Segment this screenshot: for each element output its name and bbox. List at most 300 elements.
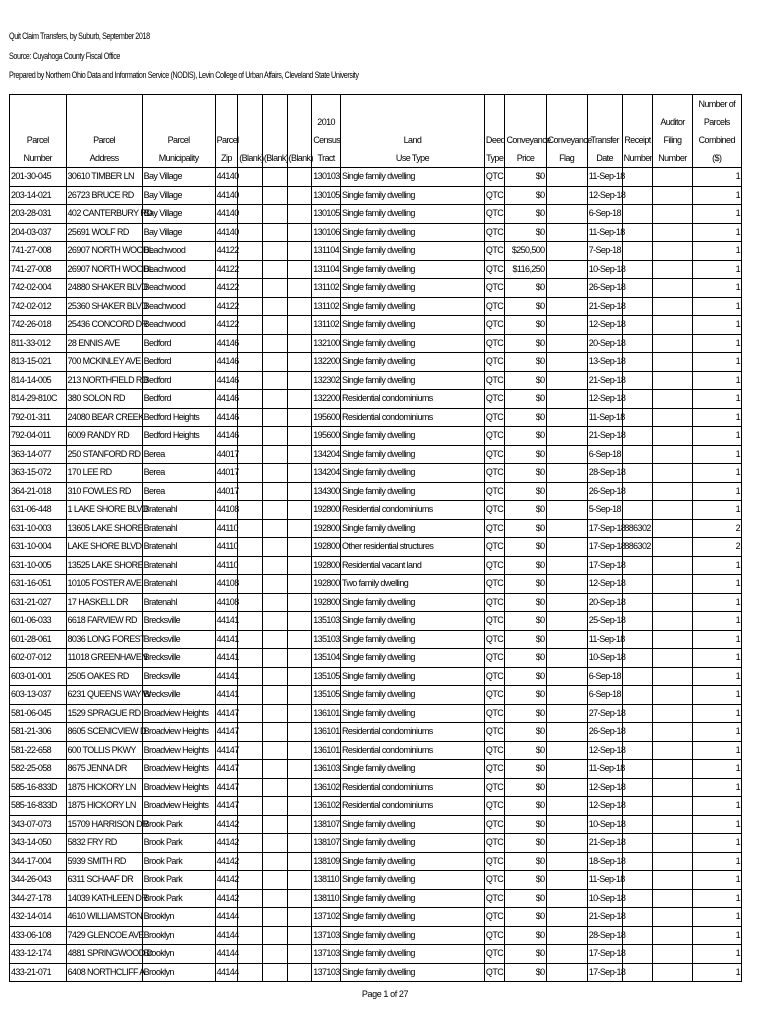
cell-land-use-type: Single family dwelling (341, 963, 485, 982)
cell-conveyance-flag (546, 445, 587, 464)
col-header-conveyance-price: Conveyance Price (505, 95, 546, 168)
cell-conveyance-price: $0 (505, 223, 546, 242)
cell-land-use-type: Residential condominiums (341, 723, 485, 742)
cell-deed-type: QTC (484, 889, 505, 908)
cell-deed-type: QTC (484, 168, 505, 187)
table-row (10, 260, 742, 279)
cell-blank-1 (238, 186, 263, 205)
cell-land-use-type: Residential condominiums (341, 778, 485, 797)
cell-blank-3 (287, 205, 312, 224)
cell-parcel-address: 6408 NORTHCLIFF A (66, 963, 142, 982)
cell-land-use-type: Single family dwelling (341, 427, 485, 446)
cell-parcel-address: 10105 FOSTER AVE (66, 575, 142, 594)
cell-blank-2 (262, 649, 287, 668)
cell-parcel-municipality: Brecksville (142, 630, 215, 649)
cell-auditor-filing-number (653, 815, 692, 834)
cell-parcel-zip: 44141 (215, 667, 238, 686)
cell-conveyance-flag (546, 963, 587, 982)
cell-parcel-address: 8605 SCENICVIEW D (66, 723, 142, 742)
cell-transfer-date: 12-Sep-18 (587, 316, 622, 335)
cell-land-use-type: Single family dwelling (341, 371, 485, 390)
cell-parcel-municipality: Bedford (142, 371, 215, 390)
cell-land-use-type: Single family dwelling (341, 593, 485, 612)
col-header-parcels-combined: Number of Parcels Combined ($) (692, 95, 741, 168)
cell-receipt-number (622, 852, 653, 871)
cell-census-tract: 130105 (312, 186, 341, 205)
cell-conveyance-flag (546, 501, 587, 520)
cell-parcel-address: 13605 LAKE SHORE (66, 519, 142, 538)
cell-census-tract: 130105 (312, 205, 341, 224)
cell-parcel-municipality: Broadview Heights (142, 704, 215, 723)
cell-blank-3 (287, 704, 312, 723)
cell-parcel-address: 28 ENNIS AVE (66, 334, 142, 353)
cell-parcel-municipality: Broadview Heights (142, 741, 215, 760)
cell-parcel-number: 201-30-045 (10, 168, 67, 187)
cell-blank-3 (287, 760, 312, 779)
cell-parcel-number: 585-16-833D (10, 778, 67, 797)
cell-blank-2 (262, 223, 287, 242)
cell-parcels-combined: 1 (692, 797, 741, 816)
cell-transfer-date: 21-Sep-18 (587, 908, 622, 927)
table-row (10, 612, 742, 631)
cell-deed-type: QTC (484, 371, 505, 390)
cell-parcel-municipality: Brook Park (142, 889, 215, 908)
cell-transfer-date: 17-Sep-18 (587, 963, 622, 982)
cell-blank-3 (287, 186, 312, 205)
cell-blank-2 (262, 279, 287, 298)
table-row (10, 815, 742, 834)
cell-parcels-combined: 1 (692, 334, 741, 353)
table-row (10, 279, 742, 298)
cell-auditor-filing-number (653, 741, 692, 760)
cell-deed-type: QTC (484, 575, 505, 594)
cell-blank-2 (262, 908, 287, 927)
cell-auditor-filing-number (653, 168, 692, 187)
cell-blank-3 (287, 297, 312, 316)
cell-parcel-address: 13525 LAKE SHORE (66, 556, 142, 575)
cell-land-use-type: Single family dwelling (341, 852, 485, 871)
cell-conveyance-flag (546, 593, 587, 612)
cell-auditor-filing-number (653, 760, 692, 779)
cell-conveyance-price: $0 (505, 371, 546, 390)
cell-conveyance-price: $0 (505, 945, 546, 964)
cell-auditor-filing-number (653, 538, 692, 557)
cell-parcel-number: 602-07-012 (10, 649, 67, 668)
cell-blank-3 (287, 371, 312, 390)
cell-parcel-municipality: Brook Park (142, 871, 215, 890)
cell-parcel-number: 813-15-021 (10, 353, 67, 372)
cell-blank-3 (287, 242, 312, 261)
cell-blank-2 (262, 926, 287, 945)
cell-transfer-date: 18-Sep-18 (587, 852, 622, 871)
cell-conveyance-price: $0 (505, 279, 546, 298)
cell-blank-3 (287, 649, 312, 668)
cell-parcel-number: 742-02-012 (10, 297, 67, 316)
cell-transfer-date: 21-Sep-18 (587, 297, 622, 316)
cell-receipt-number (622, 593, 653, 612)
cell-parcel-zip: 44017 (215, 464, 238, 483)
cell-blank-2 (262, 482, 287, 501)
cell-blank-3 (287, 593, 312, 612)
cell-transfer-date: 5-Sep-18 (587, 501, 622, 520)
cell-parcel-number: 582-25-058 (10, 760, 67, 779)
cell-deed-type: QTC (484, 334, 505, 353)
cell-parcel-address: 2505 OAKES RD (66, 667, 142, 686)
table-body (10, 168, 742, 982)
cell-land-use-type: Residential vacant land (341, 556, 485, 575)
cell-blank-3 (287, 168, 312, 187)
cell-parcels-combined: 1 (692, 464, 741, 483)
cell-parcel-municipality: Bratenahl (142, 519, 215, 538)
cell-parcel-zip: 44017 (215, 445, 238, 464)
cell-land-use-type: Single family dwelling (341, 168, 485, 187)
cell-conveyance-flag (546, 889, 587, 908)
cell-auditor-filing-number (653, 963, 692, 982)
cell-parcel-address: 30610 TIMBER LN (66, 168, 142, 187)
cell-parcel-address: 700 MCKINLEY AVE (66, 353, 142, 372)
cell-transfer-date: 21-Sep-18 (587, 427, 622, 446)
cell-blank-2 (262, 445, 287, 464)
cell-transfer-date: 11-Sep-18 (587, 223, 622, 242)
col-header-census-tract: 2010 Census Tract (312, 95, 341, 168)
cell-blank-2 (262, 371, 287, 390)
cell-parcel-address: 4610 WILLIAMSTON (66, 908, 142, 927)
table-row (10, 704, 742, 723)
cell-receipt-number (622, 630, 653, 649)
cell-conveyance-flag (546, 279, 587, 298)
cell-transfer-date: 12-Sep-18 (587, 186, 622, 205)
table-row (10, 371, 742, 390)
cell-deed-type: QTC (484, 723, 505, 742)
cell-blank-2 (262, 242, 287, 261)
cell-parcel-zip: 44122 (215, 279, 238, 298)
cell-deed-type: QTC (484, 279, 505, 298)
cell-deed-type: QTC (484, 963, 505, 982)
cell-conveyance-flag (546, 390, 587, 409)
cell-parcels-combined: 1 (692, 945, 741, 964)
cell-blank-2 (262, 963, 287, 982)
cell-blank-3 (287, 482, 312, 501)
cell-auditor-filing-number (653, 556, 692, 575)
cell-blank-2 (262, 760, 287, 779)
cell-conveyance-price: $0 (505, 593, 546, 612)
cell-parcel-municipality: Beachwood (142, 316, 215, 335)
cell-parcel-address: 310 FOWLES RD (66, 482, 142, 501)
cell-transfer-date: 12-Sep-18 (587, 778, 622, 797)
cell-census-tract: 137103 (312, 945, 341, 964)
table-row (10, 482, 742, 501)
cell-blank-3 (287, 445, 312, 464)
cell-conveyance-flag (546, 649, 587, 668)
cell-receipt-number (622, 464, 653, 483)
cell-parcels-combined: 1 (692, 963, 741, 982)
cell-conveyance-flag (546, 519, 587, 538)
cell-land-use-type: Single family dwelling (341, 334, 485, 353)
cell-blank-1 (238, 168, 263, 187)
cell-blank-1 (238, 297, 263, 316)
cell-parcel-municipality: Brecksville (142, 686, 215, 705)
cell-parcels-combined: 1 (692, 778, 741, 797)
table-row (10, 667, 742, 686)
cell-census-tract: 138109 (312, 852, 341, 871)
cell-conveyance-price: $0 (505, 926, 546, 945)
cell-parcel-municipality: Broadview Heights (142, 760, 215, 779)
cell-parcel-zip: 44140 (215, 205, 238, 224)
cell-parcel-municipality: Bay Village (142, 186, 215, 205)
table-row (10, 242, 742, 261)
cell-transfer-date: 12-Sep-18 (587, 575, 622, 594)
cell-conveyance-flag (546, 538, 587, 557)
cell-transfer-date: 21-Sep-18 (587, 834, 622, 853)
cell-parcels-combined: 1 (692, 427, 741, 446)
cell-conveyance-flag (546, 945, 587, 964)
cell-auditor-filing-number (653, 945, 692, 964)
cell-parcel-municipality: Brooklyn (142, 945, 215, 964)
cell-census-tract: 138107 (312, 815, 341, 834)
cell-blank-2 (262, 205, 287, 224)
cell-parcels-combined: 1 (692, 168, 741, 187)
cell-transfer-date: 11-Sep-18 (587, 630, 622, 649)
cell-parcel-zip: 44141 (215, 649, 238, 668)
cell-receipt-number (622, 427, 653, 446)
table-row (10, 649, 742, 668)
cell-parcel-number: 581-21-306 (10, 723, 67, 742)
cell-deed-type: QTC (484, 908, 505, 927)
cell-receipt-number (622, 760, 653, 779)
cell-transfer-date: 26-Sep-18 (587, 723, 622, 742)
cell-parcel-address: LAKE SHORE BLVD (66, 538, 142, 557)
cell-auditor-filing-number (653, 316, 692, 335)
cell-receipt-number (622, 556, 653, 575)
cell-auditor-filing-number (653, 649, 692, 668)
cell-parcel-zip: 44141 (215, 686, 238, 705)
cell-conveyance-flag (546, 316, 587, 335)
cell-receipt-number (622, 945, 653, 964)
cell-deed-type: QTC (484, 186, 505, 205)
cell-blank-1 (238, 464, 263, 483)
cell-parcel-address: 24880 SHAKER BLVD (66, 279, 142, 298)
cell-receipt-number (622, 908, 653, 927)
cell-blank-3 (287, 501, 312, 520)
cell-conveyance-price: $0 (505, 316, 546, 335)
cell-conveyance-flag (546, 464, 587, 483)
cell-deed-type: QTC (484, 778, 505, 797)
cell-parcel-municipality: Bay Village (142, 223, 215, 242)
cell-parcels-combined: 1 (692, 630, 741, 649)
cell-transfer-date: 10-Sep-18 (587, 649, 622, 668)
cell-transfer-date: 11-Sep-18 (587, 871, 622, 890)
cell-receipt-number (622, 482, 653, 501)
cell-blank-2 (262, 704, 287, 723)
cell-conveyance-price: $0 (505, 908, 546, 927)
table-row (10, 519, 742, 538)
cell-conveyance-price: $0 (505, 889, 546, 908)
cell-blank-1 (238, 501, 263, 520)
cell-blank-2 (262, 408, 287, 427)
table-row (10, 926, 742, 945)
cell-parcel-number: 585-16-833D (10, 797, 67, 816)
cell-parcel-municipality: Beachwood (142, 260, 215, 279)
cell-parcel-address: 15709 HARRISON DR (66, 815, 142, 834)
cell-blank-1 (238, 556, 263, 575)
cell-parcel-address: 26723 BRUCE RD (66, 186, 142, 205)
cell-blank-3 (287, 871, 312, 890)
cell-parcel-municipality: Bedford (142, 390, 215, 409)
cell-blank-3 (287, 815, 312, 834)
cell-parcel-zip: 44147 (215, 704, 238, 723)
cell-census-tract: 137103 (312, 926, 341, 945)
cell-blank-3 (287, 630, 312, 649)
cell-parcel-number: 433-21-071 (10, 963, 67, 982)
cell-deed-type: QTC (484, 408, 505, 427)
cell-parcels-combined: 1 (692, 242, 741, 261)
cell-parcel-municipality: Beachwood (142, 279, 215, 298)
cell-receipt-number (622, 963, 653, 982)
cell-conveyance-flag (546, 353, 587, 372)
cell-parcel-number: 631-10-005 (10, 556, 67, 575)
cell-parcel-municipality: Berea (142, 445, 215, 464)
cell-conveyance-flag (546, 371, 587, 390)
table-row (10, 445, 742, 464)
cell-blank-2 (262, 686, 287, 705)
col-header-receipt-number: Receipt Number (622, 95, 653, 168)
cell-parcels-combined: 1 (692, 390, 741, 409)
col-header-parcel-number: Parcel Number (10, 95, 67, 168)
cell-auditor-filing-number (653, 852, 692, 871)
cell-deed-type: QTC (484, 852, 505, 871)
cell-deed-type: QTC (484, 464, 505, 483)
cell-census-tract: 134300 (312, 482, 341, 501)
cell-parcel-zip: 44108 (215, 575, 238, 594)
cell-auditor-filing-number (653, 279, 692, 298)
cell-auditor-filing-number (653, 186, 692, 205)
cell-deed-type: QTC (484, 501, 505, 520)
cell-parcel-zip: 44140 (215, 186, 238, 205)
cell-land-use-type: Single family dwelling (341, 889, 485, 908)
cell-blank-2 (262, 427, 287, 446)
cell-transfer-date: 25-Sep-18 (587, 612, 622, 631)
cell-parcels-combined: 1 (692, 760, 741, 779)
cell-parcel-municipality: Bedford Heights (142, 408, 215, 427)
cell-auditor-filing-number (653, 408, 692, 427)
cell-deed-type: QTC (484, 741, 505, 760)
cell-parcels-combined: 1 (692, 408, 741, 427)
cell-parcels-combined: 1 (692, 704, 741, 723)
cell-auditor-filing-number (653, 612, 692, 631)
cell-auditor-filing-number (653, 797, 692, 816)
col-header-blank-2: (Blank) (262, 95, 287, 168)
cell-blank-3 (287, 260, 312, 279)
cell-transfer-date: 10-Sep-18 (587, 889, 622, 908)
cell-parcel-zip: 44142 (215, 871, 238, 890)
cell-blank-1 (238, 871, 263, 890)
cell-conveyance-flag (546, 723, 587, 742)
cell-parcel-zip: 44147 (215, 797, 238, 816)
table-row (10, 186, 742, 205)
cell-receipt-number (622, 316, 653, 335)
cell-parcel-zip: 44122 (215, 297, 238, 316)
cell-parcel-address: 380 SOLON RD (66, 390, 142, 409)
cell-deed-type: QTC (484, 482, 505, 501)
cell-receipt-number (622, 279, 653, 298)
cell-parcels-combined: 1 (692, 723, 741, 742)
cell-land-use-type: Single family dwelling (341, 908, 485, 927)
cell-parcel-zip: 44146 (215, 427, 238, 446)
cell-parcel-number: 344-17-004 (10, 852, 67, 871)
cell-auditor-filing-number (653, 260, 692, 279)
cell-parcel-number: 364-21-018 (10, 482, 67, 501)
cell-receipt-number (622, 186, 653, 205)
cell-parcels-combined: 1 (692, 445, 741, 464)
cell-transfer-date: 26-Sep-18 (587, 482, 622, 501)
table-row (10, 390, 742, 409)
table-row (10, 205, 742, 224)
cell-blank-3 (287, 538, 312, 557)
cell-blank-1 (238, 741, 263, 760)
cell-blank-2 (262, 741, 287, 760)
cell-auditor-filing-number (653, 297, 692, 316)
cell-blank-3 (287, 834, 312, 853)
cell-conveyance-price: $0 (505, 963, 546, 982)
cell-parcel-zip: 44144 (215, 945, 238, 964)
cell-blank-1 (238, 427, 263, 446)
cell-auditor-filing-number (653, 667, 692, 686)
cell-conveyance-price: $0 (505, 482, 546, 501)
cell-blank-1 (238, 686, 263, 705)
cell-census-tract: 131102 (312, 316, 341, 335)
cell-conveyance-flag (546, 778, 587, 797)
cell-parcels-combined: 2 (692, 538, 741, 557)
cell-conveyance-price: $0 (505, 205, 546, 224)
cell-transfer-date: 28-Sep-18 (587, 926, 622, 945)
cell-receipt-number (622, 649, 653, 668)
cell-parcel-zip: 44144 (215, 908, 238, 927)
cell-blank-3 (287, 316, 312, 335)
cell-deed-type: QTC (484, 205, 505, 224)
cell-conveyance-flag (546, 871, 587, 890)
cell-land-use-type: Residential condominiums (341, 501, 485, 520)
cell-parcel-address: 1529 SPRAGUE RD (66, 704, 142, 723)
cell-conveyance-price: $0 (505, 704, 546, 723)
cell-auditor-filing-number (653, 593, 692, 612)
cell-parcel-number: 363-14-077 (10, 445, 67, 464)
cell-deed-type: QTC (484, 667, 505, 686)
cell-blank-1 (238, 205, 263, 224)
cell-blank-3 (287, 723, 312, 742)
col-header-deed-type: Deed Type (484, 95, 505, 168)
cell-conveyance-flag (546, 334, 587, 353)
cell-deed-type: QTC (484, 945, 505, 964)
cell-parcel-municipality: Berea (142, 482, 215, 501)
cell-parcel-address: 170 LEE RD (66, 464, 142, 483)
cell-parcel-municipality: Brecksville (142, 649, 215, 668)
cell-parcel-zip: 44144 (215, 963, 238, 982)
cell-blank-1 (238, 353, 263, 372)
cell-blank-2 (262, 519, 287, 538)
cell-blank-3 (287, 945, 312, 964)
cell-receipt-number (622, 353, 653, 372)
cell-conveyance-flag (546, 741, 587, 760)
cell-blank-2 (262, 945, 287, 964)
cell-conveyance-price: $116,250 (505, 260, 546, 279)
cell-conveyance-flag (546, 834, 587, 853)
cell-blank-1 (238, 649, 263, 668)
cell-receipt-number (622, 334, 653, 353)
table-row (10, 871, 742, 890)
table-row (10, 408, 742, 427)
cell-conveyance-price: $0 (505, 612, 546, 631)
cell-land-use-type: Single family dwelling (341, 186, 485, 205)
